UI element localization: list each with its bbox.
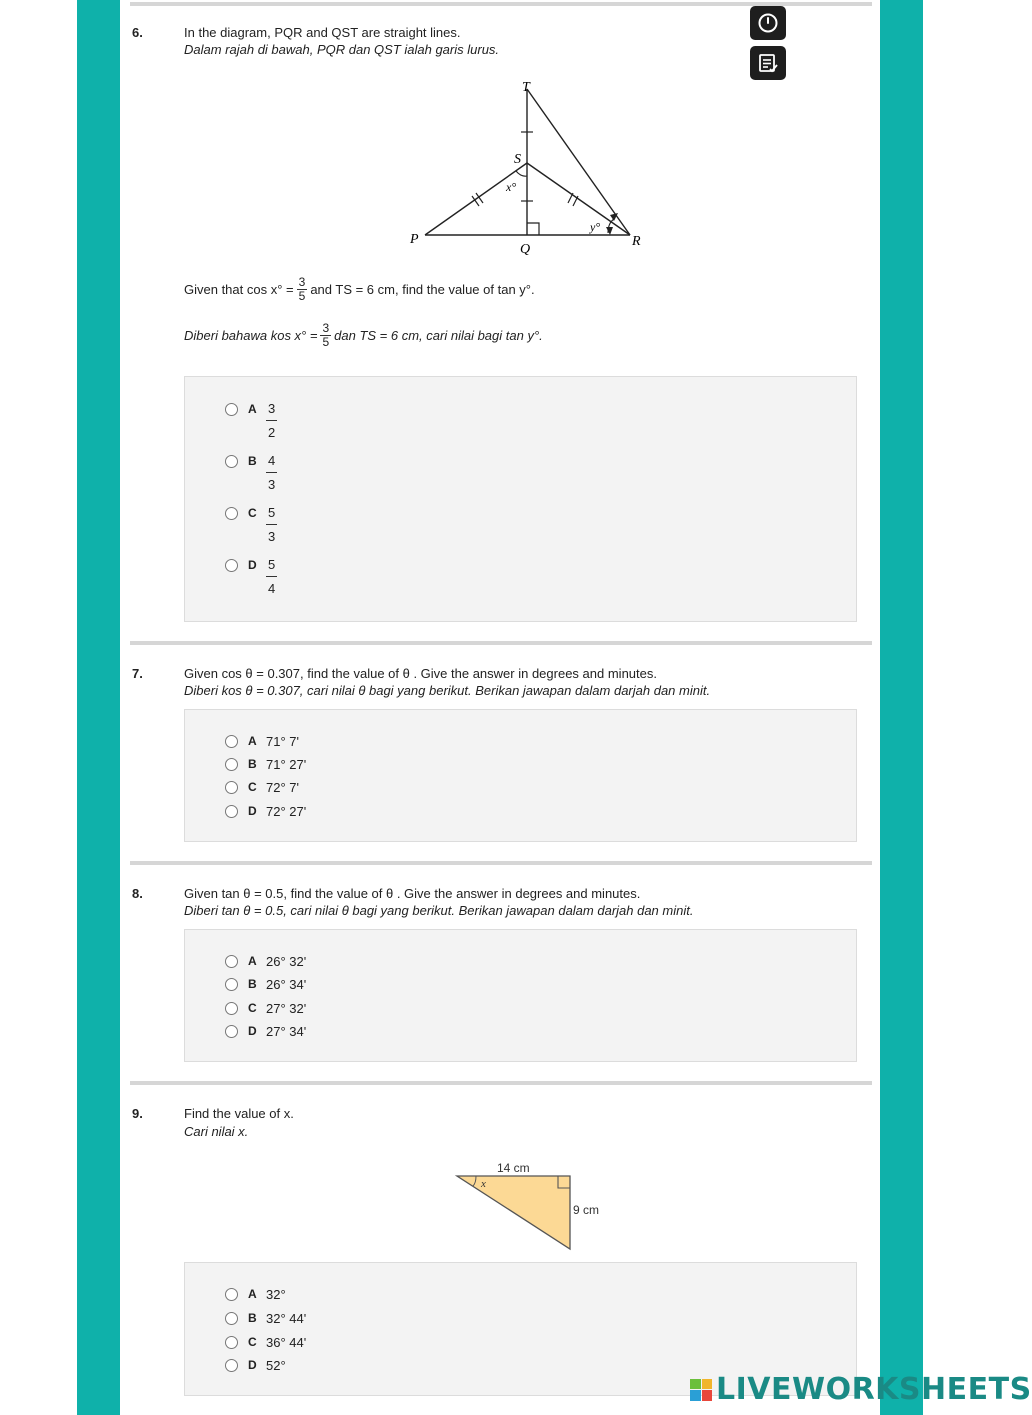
tick-mark bbox=[568, 193, 573, 203]
option-letter: C bbox=[248, 780, 257, 794]
option-b[interactable] bbox=[225, 974, 306, 994]
left-teal-border bbox=[77, 0, 120, 1415]
option-letter: B bbox=[248, 454, 257, 468]
triangle-diagram-pqr bbox=[400, 75, 660, 260]
radio-button[interactable] bbox=[225, 1312, 238, 1325]
radio-button[interactable] bbox=[225, 805, 238, 818]
radio-button[interactable] bbox=[225, 1336, 238, 1349]
triangle-shape bbox=[457, 1176, 570, 1249]
radio-button[interactable] bbox=[225, 1288, 238, 1301]
line-tr bbox=[527, 89, 630, 235]
label-top-side: 14 cm bbox=[497, 1161, 530, 1175]
fraction-denominator: 3 bbox=[266, 472, 277, 493]
worksheet-icon bbox=[757, 52, 779, 74]
line-sr bbox=[527, 163, 630, 235]
given-text-post: and TS = 6 cm, find the value of tan y°. bbox=[310, 282, 535, 297]
radio-button[interactable] bbox=[225, 507, 238, 520]
option-b[interactable] bbox=[225, 1308, 306, 1328]
fraction-numerator: 4 bbox=[268, 453, 276, 468]
option-value: 52° bbox=[266, 1357, 286, 1373]
label-r: R bbox=[632, 234, 641, 249]
given-text-pre: Diberi bahawa kos x° = bbox=[184, 328, 318, 343]
question-number: 7. bbox=[132, 666, 143, 681]
option-a[interactable] bbox=[225, 401, 280, 441]
angle-arc-x bbox=[516, 171, 527, 176]
label-p: P bbox=[410, 232, 419, 247]
option-value: 27° 34' bbox=[266, 1023, 307, 1039]
question-text-ms: Cari nilai x. bbox=[184, 1124, 249, 1139]
fraction-denominator: 3 bbox=[266, 524, 277, 545]
radio-button[interactable] bbox=[225, 978, 238, 991]
option-letter: C bbox=[248, 506, 257, 520]
fraction-denominator: 5 bbox=[322, 335, 330, 349]
timer-button[interactable] bbox=[750, 6, 786, 40]
fraction-numerator: 3 bbox=[322, 321, 330, 335]
label-q: Q bbox=[520, 242, 531, 257]
option-value: 27° 32' bbox=[266, 1000, 307, 1016]
radio-button[interactable] bbox=[225, 758, 238, 771]
option-letter: B bbox=[248, 757, 257, 771]
label-angle-x: x bbox=[481, 1178, 486, 1190]
option-value: 26° 32' bbox=[266, 953, 307, 969]
label-angle-x: x° bbox=[506, 180, 517, 194]
question-text-en: In the diagram, PQR and QST are straight lines. bbox=[184, 25, 461, 40]
option-c[interactable] bbox=[225, 505, 280, 545]
question-text-en: Given cos θ = 0.307, find the value of θ . Give the answer in degrees and minutes. bbox=[184, 666, 657, 681]
fraction-cos bbox=[320, 322, 331, 349]
radio-button[interactable] bbox=[225, 559, 238, 572]
question-number: 6. bbox=[132, 25, 143, 40]
question-text-ms: Diberi tan θ = 0.5, cari nilai θ bagi yang berikut. Berikan jawapan dalam darjah dan minit. bbox=[184, 903, 694, 918]
option-letter: C bbox=[248, 1335, 257, 1349]
option-value: 36° 44' bbox=[266, 1334, 307, 1350]
label-s: S bbox=[514, 152, 521, 167]
given-text-pre: Given that cos x° = bbox=[184, 282, 294, 297]
option-value: 71° 7' bbox=[266, 733, 299, 749]
line-ps bbox=[425, 163, 527, 235]
question-text-ms: Dalam rajah di bawah, PQR dan QST ialah garis lurus. bbox=[184, 42, 500, 57]
option-fraction bbox=[266, 401, 277, 441]
given-text-post: dan TS = 6 cm, cari nilai bagi tan y°. bbox=[334, 328, 543, 343]
option-letter: A bbox=[248, 1287, 257, 1301]
divider bbox=[130, 641, 872, 645]
option-d[interactable] bbox=[225, 801, 306, 821]
liveworksheets-logo bbox=[690, 1372, 1032, 1407]
fraction-denominator: 4 bbox=[266, 576, 277, 597]
label-angle-y: y° bbox=[590, 220, 601, 234]
option-c[interactable] bbox=[225, 998, 306, 1018]
right-triangle-diagram bbox=[440, 1155, 620, 1255]
option-value: 32° 44' bbox=[266, 1310, 307, 1326]
fraction-denominator: 2 bbox=[266, 420, 277, 441]
option-a[interactable] bbox=[225, 1284, 286, 1304]
right-angle-marker bbox=[527, 223, 539, 235]
fraction-cos bbox=[297, 276, 308, 303]
option-value: 72° 27' bbox=[266, 803, 307, 819]
option-letter: B bbox=[248, 977, 257, 991]
options-box bbox=[184, 929, 857, 1062]
radio-button[interactable] bbox=[225, 403, 238, 416]
question-number: 8. bbox=[132, 886, 143, 901]
radio-button[interactable] bbox=[225, 1025, 238, 1038]
fraction-numerator: 3 bbox=[298, 275, 306, 289]
option-letter: A bbox=[248, 402, 257, 416]
option-a[interactable] bbox=[225, 731, 299, 751]
option-letter: D bbox=[248, 558, 257, 572]
divider bbox=[130, 1081, 872, 1085]
option-b[interactable] bbox=[225, 754, 306, 774]
option-c[interactable] bbox=[225, 1332, 306, 1352]
option-fraction bbox=[266, 505, 277, 545]
logo-icon bbox=[690, 1379, 712, 1401]
label-t: T bbox=[522, 80, 530, 95]
question-text-en: Given tan θ = 0.5, find the value of θ . Give the answer in degrees and minutes. bbox=[184, 886, 641, 901]
question-text-ms: Diberi kos θ = 0.307, cari nilai θ bagi yang berikut. Berikan jawapan dalam darjah dan minit. bbox=[184, 683, 711, 698]
radio-button[interactable] bbox=[225, 735, 238, 748]
right-teal-border bbox=[880, 0, 923, 1415]
timer-icon bbox=[757, 12, 779, 34]
option-letter: A bbox=[248, 954, 257, 968]
option-value: 32° bbox=[266, 1286, 286, 1302]
option-letter: D bbox=[248, 1358, 257, 1372]
option-letter: A bbox=[248, 734, 257, 748]
angle-arrow bbox=[606, 227, 613, 235]
radio-button[interactable] bbox=[225, 955, 238, 968]
option-letter: D bbox=[248, 804, 257, 818]
option-c[interactable] bbox=[225, 777, 299, 797]
option-value: 71° 27' bbox=[266, 756, 307, 772]
option-value: 26° 34' bbox=[266, 976, 307, 992]
divider bbox=[130, 861, 872, 865]
radio-button[interactable] bbox=[225, 1359, 238, 1372]
option-fraction bbox=[266, 453, 277, 493]
question-text-en: Find the value of x. bbox=[184, 1106, 294, 1121]
radio-button[interactable] bbox=[225, 455, 238, 468]
fraction-numerator: 5 bbox=[268, 505, 276, 520]
option-d[interactable] bbox=[225, 557, 280, 597]
option-fraction bbox=[266, 557, 277, 597]
radio-button[interactable] bbox=[225, 1002, 238, 1015]
options-box bbox=[184, 709, 857, 842]
fraction-numerator: 3 bbox=[268, 401, 276, 416]
fraction-numerator: 5 bbox=[268, 557, 276, 572]
given-statement-ms bbox=[184, 322, 543, 349]
option-value: 72° 7' bbox=[266, 779, 299, 795]
option-letter: C bbox=[248, 1001, 257, 1015]
option-d[interactable] bbox=[225, 1021, 306, 1041]
option-b[interactable] bbox=[225, 453, 280, 493]
radio-button[interactable] bbox=[225, 781, 238, 794]
label-vertical-side: 9 cm bbox=[573, 1203, 600, 1217]
fraction-denominator: 5 bbox=[298, 289, 306, 303]
option-letter: D bbox=[248, 1024, 257, 1038]
option-letter: B bbox=[248, 1311, 257, 1325]
question-number: 9. bbox=[132, 1106, 143, 1121]
option-a[interactable] bbox=[225, 951, 306, 971]
logo-text: LIVEWORKSHEETS bbox=[716, 1372, 1032, 1407]
worksheet-button[interactable] bbox=[750, 46, 786, 80]
option-d[interactable] bbox=[225, 1355, 286, 1375]
options-box bbox=[184, 376, 857, 622]
given-statement-en bbox=[184, 276, 535, 303]
